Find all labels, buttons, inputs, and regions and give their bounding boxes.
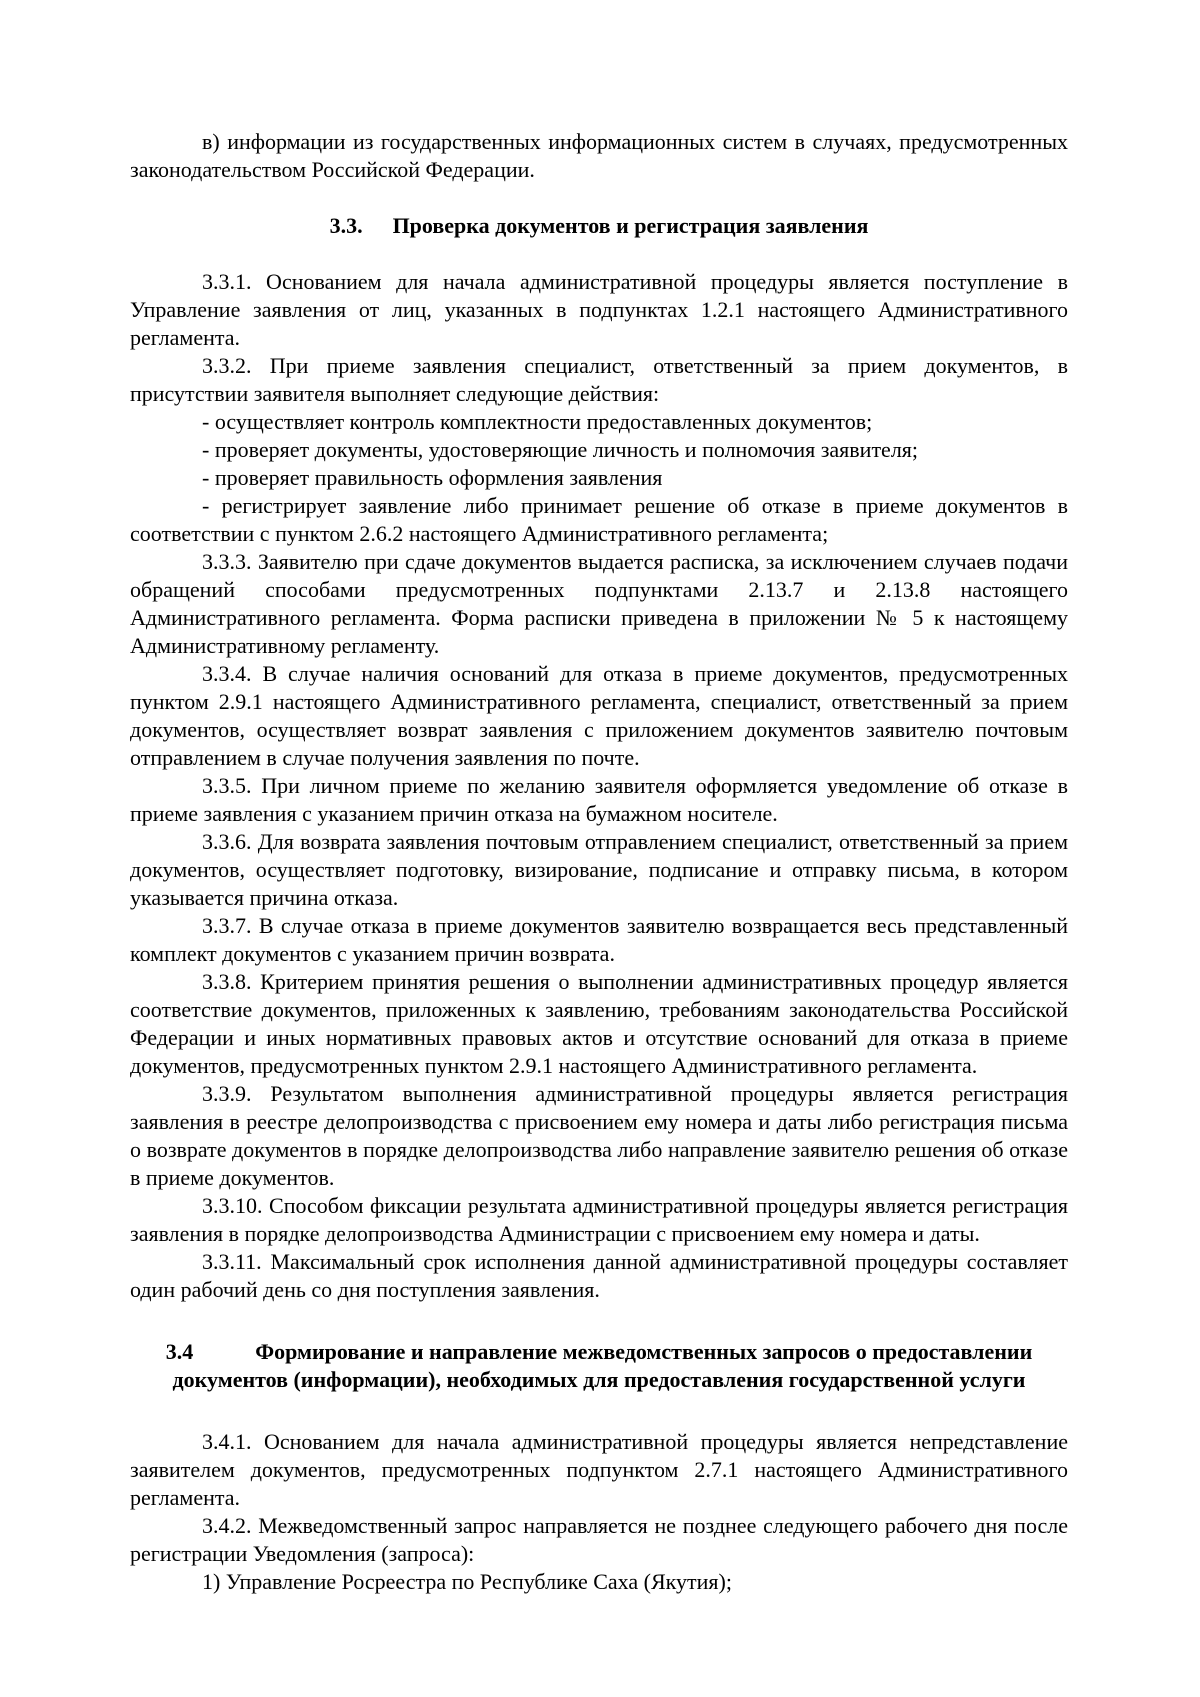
paragraph-3-4-1: 3.4.1. Основанием для начала административной процедуры является непредставление заявителем документов, предусмотренных подпунктом 2.7.1 настоящего Административного регламента. <box>130 1429 1068 1510</box>
paragraph-3-3-9: 3.3.9. Результатом выполнения административной процедуры является регистрация заявления в реестре делопроизводства с присвоением ему номера и даты либо регистрация письма о возврате документов в порядке делопроизводства либо направление заявителю решения об отказе в приеме документов. <box>130 1081 1068 1190</box>
section-title: Формирование и направление межведомственных запросов о предоставлении <box>255 1339 1033 1364</box>
list-item: - проверяет документы, удостоверяющие личность и полномочия заявителя; <box>202 437 919 462</box>
paragraph-3-3-4: 3.3.4. В случае наличия оснований для отказа в приеме документов, предусмотренных пунктом 2.9.1 настоящего Административного регламента, специалист, ответственный за прием документов, осуществляет возврат заявления с приложением документов заявителю почтовым отправлением в случае получения заявления по почте. <box>130 661 1068 770</box>
paragraph-3-4-2: 3.4.2. Межведомственный запрос направляется не позднее следующего рабочего дня после регистрации Уведомления (запроса): <box>130 1513 1068 1566</box>
paragraph-3-3-6: 3.3.6. Для возврата заявления почтовым отправлением специалист, ответственный за прием документов, осуществляет подготовку, визирование, подписание и отправку письма, в котором указывается причина отказа. <box>130 829 1068 910</box>
paragraph-3-3-5: 3.3.5. При личном приеме по желанию заявителя оформляется уведомление об отказе в приеме заявления с указанием причин отказа на бумажном носителе. <box>130 773 1068 826</box>
section-heading-3-4 <box>130 1338 1068 1394</box>
section-title-line-1 <box>130 1338 1068 1366</box>
list-item: 1) Управление Росреестра по Республике Саха (Якутия); <box>202 1569 732 1594</box>
paragraph-3-3-3: 3.3.3. Заявителю при сдаче документов выдается расписка, за исключением случаев подачи обращений способами предусмотренных подпунктами 2.13.7 и 2.13.8 настоящего Административного регламента. Форма расписки приведена в приложении № 5 к настоящему Административному регламенту. <box>130 549 1068 658</box>
list-item: - регистрирует заявление либо принимает решение об отказе в приеме документов в соответствии с пунктом 2.6.2 настоящего Административного регламента; <box>130 493 1068 546</box>
section-3-4-body <box>130 1428 1068 1596</box>
list-item: - проверяет правильность оформления заявления <box>202 465 663 490</box>
paragraph-3-3-11: 3.3.11. Максимальный срок исполнения данной административной процедуры составляет один рабочий день со дня поступления заявления. <box>130 1249 1068 1302</box>
section-number: 3.4 <box>165 1339 194 1364</box>
section-title-line-2: документов (информации), необходимых для предоставления государственной услуги <box>172 1367 1026 1392</box>
paragraph-3-3-8: 3.3.8. Критерием принятия решения о выполнении административных процедур является соответствие документов, приложенных к заявлению, требованиям законодательства Российской Федерации и иных нормативных правовых актов и отсутствие оснований для отказа в приеме документов, предусмотренных пунктом 2.9.1 настоящего Административного регламента. <box>130 969 1068 1078</box>
paragraph-3-3-7: 3.3.7. В случае отказа в приеме документов заявителю возвращается весь представленный комплект документов с указанием причин возврата. <box>130 913 1068 966</box>
section-heading-3-3 <box>130 212 1068 240</box>
paragraph-3-3-10: 3.3.10. Способом фиксации результата административной процедуры является регистрация заявления в порядке делопроизводства Администрации с присвоением ему номера и даты. <box>130 1193 1068 1246</box>
list-item: - осуществляет контроль комплектности предоставленных документов; <box>202 409 873 434</box>
intro-paragraph: в) информации из государственных информационных систем в случаях, предусмотренных законодательством Российской Федерации. <box>130 129 1068 182</box>
section-title: Проверка документов и регистрация заявления <box>392 213 869 238</box>
paragraph-3-3-1: 3.3.1. Основанием для начала административной процедуры является поступление в Управление заявления от лиц, указанных в подпунктах 1.2.1 настоящего Административного регламента. <box>130 269 1068 350</box>
section-number: 3.3. <box>329 213 363 238</box>
section-3-3-body <box>130 268 1068 1304</box>
document-body <box>130 128 1068 1596</box>
paragraph-3-3-2: 3.3.2. При приеме заявления специалист, ответственный за прием документов, в присутствии заявителя выполняет следующие действия: <box>130 353 1068 406</box>
